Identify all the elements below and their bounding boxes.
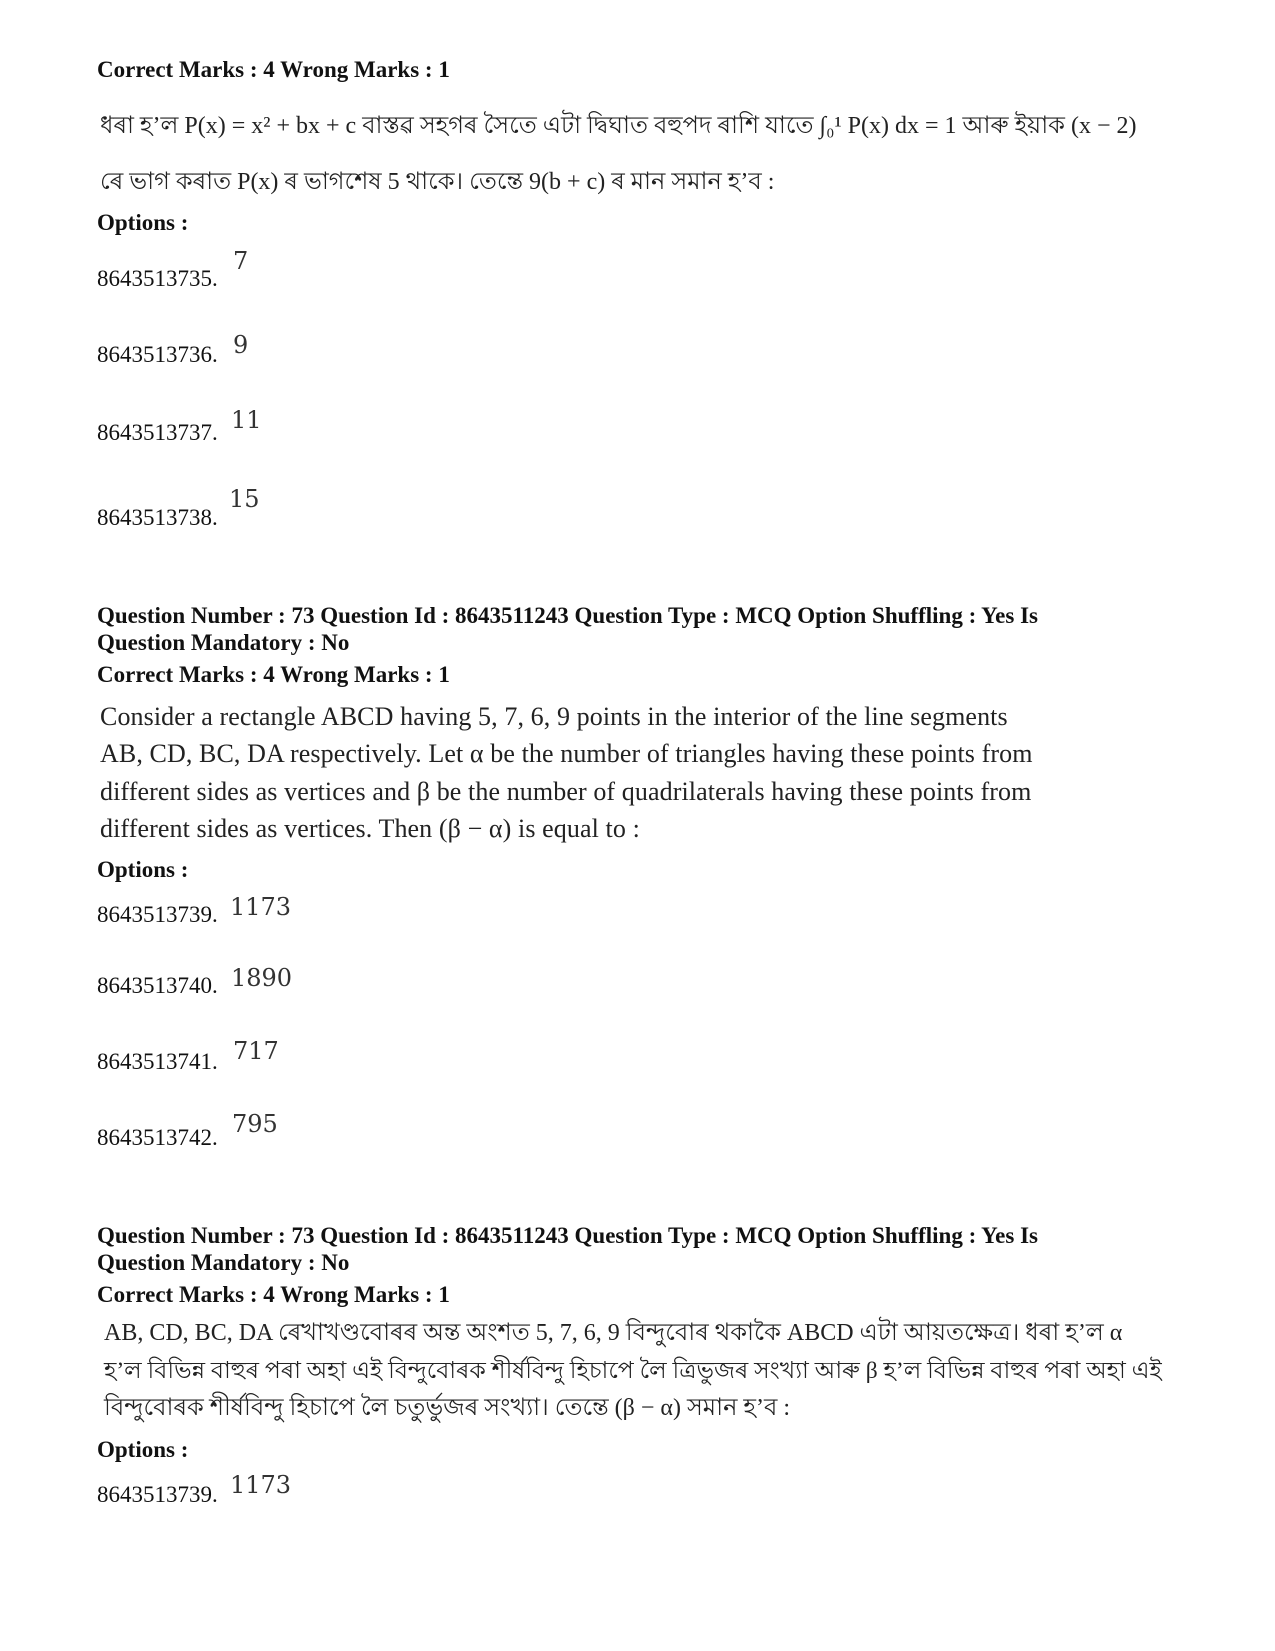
- option-id: 8643513738.: [97, 505, 218, 530]
- option-id: 8643513741.: [97, 1049, 218, 1074]
- option-id: 8643513740.: [97, 973, 218, 998]
- options-label: Options :: [97, 210, 189, 235]
- option-id: 8643513739.: [97, 1482, 218, 1507]
- question-stem-line: ৰে ভাগ কৰাত P(x) ৰ ভাগশেষ 5 থাকে। তেন্তে 9(b + c) ৰ মান সমান হ’ব :: [100, 169, 775, 195]
- marks-line: Correct Marks : 4 Wrong Marks : 1: [97, 1282, 450, 1307]
- question-stem-line: Consider a rectangle ABCD having 5, 7, 6, 9 points in the interior of the line segments: [100, 702, 1008, 731]
- question-stem-line: AB, CD, BC, DA respectively. Let α be the number of triangles having these points from: [100, 739, 1033, 768]
- question-stem-line: বিন্দুবোৰক শীৰ্ষবিন্দু হিচাপে লৈ চতুৰ্ভুজৰ সংখ্যা। তেন্তে (β − α) সমান হ’ব :: [104, 1395, 791, 1421]
- question-stem-line: different sides as vertices. Then (β − α) is equal to :: [100, 814, 640, 843]
- marks-line: Correct Marks : 4 Wrong Marks : 1: [97, 57, 450, 82]
- question-stem-line: AB, CD, BC, DA ৰেখাখণ্ডবোৰৰ অন্ত অংশত 5, 7, 6, 9 বিন্দুবোৰ থকাকৈ ABCD এটা আয়তক্ষেত্ৰ। ধৰা হ’ল α: [104, 1320, 1123, 1346]
- question-stem-line: হ’ল বিভিন্ন বাহুৰ পৰা অহা এই বিন্দুবোৰক শীৰ্ষবিন্দু হিচাপে লৈ ত্ৰিভুজৰ সংখ্যা আৰু β হ’ল বিভিন্ন বাহুৰ পৰা অহা এই: [104, 1358, 1162, 1384]
- option-id: 8643513739.: [97, 902, 218, 927]
- options-label: Options :: [97, 857, 189, 882]
- option-value: 795: [232, 1110, 278, 1138]
- option-value: 717: [233, 1037, 279, 1065]
- option-value: 7: [233, 247, 249, 275]
- option-value: 11: [231, 406, 262, 434]
- marks-line: Correct Marks : 4 Wrong Marks : 1: [97, 662, 450, 687]
- options-label: Options :: [97, 1437, 189, 1462]
- option-id: 8643513737.: [97, 420, 218, 445]
- option-id: 8643513742.: [97, 1125, 218, 1150]
- question-stem-line: different sides as vertices and β be the number of quadrilaterals having these points from: [100, 777, 1032, 806]
- question-header: Question Number : 73 Question Id : 8643511243 Question Type : MCQ Option Shuffling : Yes Is: [97, 1223, 1038, 1248]
- question-header: Question Number : 73 Question Id : 8643511243 Question Type : MCQ Option Shuffling : Yes Is: [97, 603, 1038, 628]
- option-value: 1173: [230, 1471, 292, 1499]
- option-value: 9: [233, 331, 249, 359]
- question-stem-line: ধৰা হ’ল P(x) = x² + bx + c বাস্তৱ সহগৰ সৈতে এটা দ্বিঘাত বহুপদ ৰাশি যাতে ∫₀¹ P(x) dx = 1 আৰু ইয়াক (x − 2): [100, 113, 1137, 139]
- option-value: 15: [229, 485, 260, 513]
- option-value: 1890: [231, 964, 293, 992]
- option-id: 8643513735.: [97, 266, 218, 291]
- question-header: Question Mandatory : No: [97, 1250, 350, 1275]
- option-value: 1173: [230, 893, 292, 921]
- question-header: Question Mandatory : No: [97, 630, 350, 655]
- option-id: 8643513736.: [97, 342, 218, 367]
